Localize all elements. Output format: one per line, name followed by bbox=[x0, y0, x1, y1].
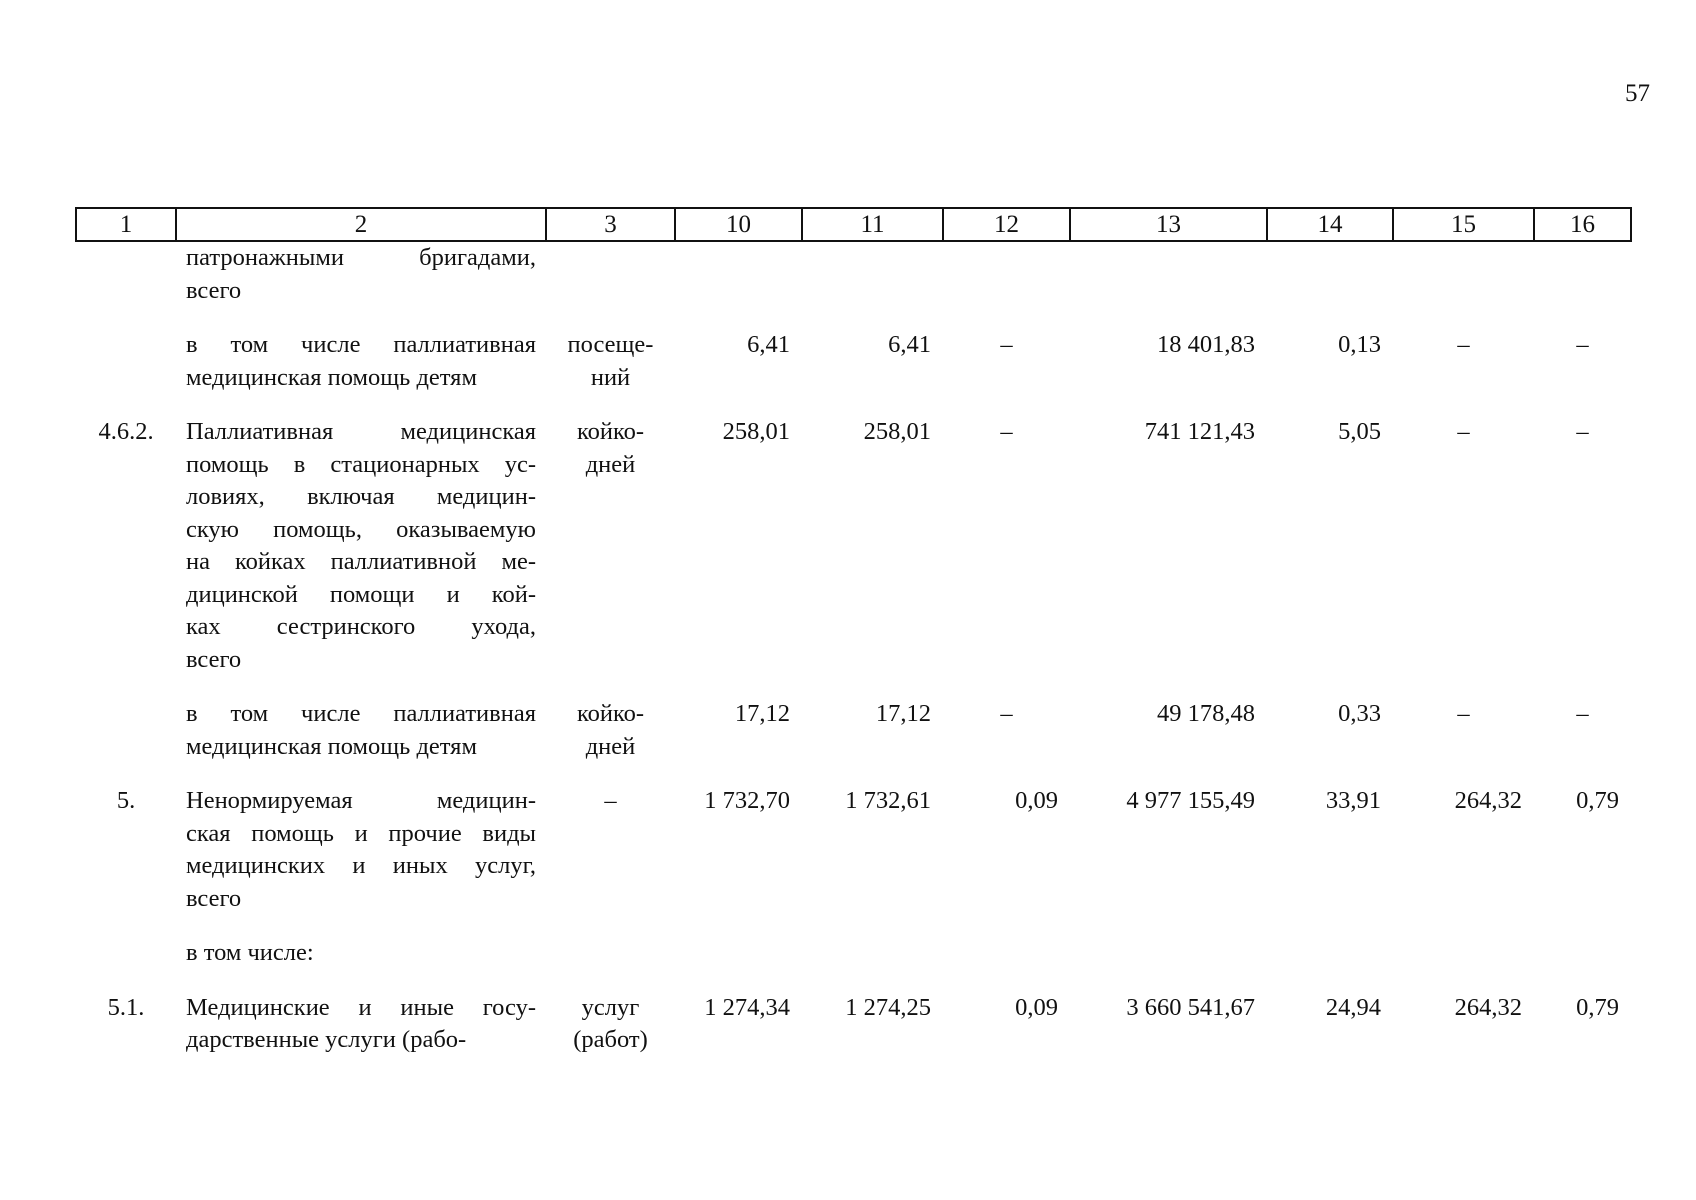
value-col-12: 0,09 bbox=[1015, 787, 1058, 814]
row-name-line: Паллиативная медицинская bbox=[186, 418, 536, 445]
row-number bbox=[76, 329, 176, 416]
row-name-line: медицинская помощь детям bbox=[186, 732, 477, 760]
value-col-13 bbox=[1070, 241, 1267, 329]
table-row bbox=[76, 241, 1631, 329]
value-col-15: – bbox=[1457, 700, 1470, 727]
row-name-line: всего bbox=[186, 645, 242, 673]
value-col-14 bbox=[1267, 937, 1393, 992]
row-unit-line: услуг bbox=[581, 993, 640, 1021]
value-col-13: 49 178,48 bbox=[1157, 700, 1255, 727]
column-header-12: 12 bbox=[943, 208, 1070, 241]
value-col-14: 0,13 bbox=[1338, 331, 1381, 358]
value-col-13 bbox=[1070, 937, 1267, 992]
value-col-16: 0,79 bbox=[1576, 787, 1619, 814]
table-row bbox=[76, 992, 1631, 1079]
row-name-line: дицинской помощи и кой- bbox=[186, 580, 536, 608]
row-number bbox=[76, 698, 176, 785]
value-col-12: – bbox=[1000, 331, 1013, 358]
row-name-line: помощь в стационарных ус- bbox=[186, 450, 536, 478]
value-col-14: 24,94 bbox=[1325, 993, 1381, 1021]
row-unit-line: (работ) bbox=[573, 1026, 648, 1053]
row-unit-line: дней bbox=[585, 732, 636, 760]
value-col-16: – bbox=[1576, 700, 1589, 727]
value-col-16 bbox=[1534, 937, 1631, 992]
financial-table bbox=[75, 207, 1632, 1079]
value-col-10: 1 274,34 bbox=[704, 993, 790, 1021]
value-col-16: – bbox=[1576, 331, 1589, 358]
value-col-15: – bbox=[1457, 331, 1470, 358]
value-col-16: – bbox=[1576, 418, 1589, 445]
row-name-line: скую помощь, оказываемую bbox=[186, 515, 536, 543]
row-unit-line: – bbox=[604, 787, 617, 814]
row-name-line: в том числе паллиативная bbox=[186, 700, 536, 727]
row-number bbox=[76, 937, 176, 992]
row-name-line: ская помощь и прочие виды bbox=[186, 819, 536, 847]
value-col-15 bbox=[1393, 937, 1534, 992]
row-name-line: всего bbox=[186, 276, 242, 304]
row-unit bbox=[546, 329, 675, 416]
value-col-12 bbox=[943, 241, 1070, 329]
value-col-13: 3 660 541,67 bbox=[1126, 993, 1255, 1021]
row-name-line: патронажными бригадами, bbox=[186, 244, 536, 271]
row-number bbox=[76, 241, 176, 329]
row-name bbox=[176, 329, 546, 416]
table-row bbox=[76, 416, 1631, 698]
value-col-14: 0,33 bbox=[1338, 700, 1381, 727]
value-col-16: 0,79 bbox=[1576, 993, 1619, 1021]
table-row bbox=[76, 329, 1631, 416]
row-name bbox=[176, 241, 546, 329]
value-col-11 bbox=[802, 241, 943, 329]
table-row bbox=[76, 937, 1631, 992]
value-col-11: 258,01 bbox=[863, 418, 931, 445]
row-unit bbox=[546, 992, 675, 1079]
row-number: 5. bbox=[116, 787, 136, 814]
value-col-12: – bbox=[1000, 418, 1013, 445]
row-unit bbox=[546, 416, 675, 698]
table-row bbox=[76, 785, 1631, 937]
row-name-line: Медицинские и иные госу- bbox=[186, 993, 536, 1021]
row-name-line: Ненормируемая медицин- bbox=[186, 787, 536, 814]
column-header-3: 3 bbox=[546, 208, 675, 241]
row-name-line: дарственные услуги (рабо- bbox=[186, 1026, 467, 1053]
value-col-11 bbox=[802, 937, 943, 992]
column-header-15: 15 bbox=[1393, 208, 1534, 241]
value-col-15: 264,32 bbox=[1454, 993, 1522, 1021]
row-name bbox=[176, 698, 546, 785]
value-col-15: 264,32 bbox=[1454, 787, 1522, 814]
row-unit bbox=[546, 698, 675, 785]
row-name-line: в том числе: bbox=[186, 939, 314, 966]
value-col-13: 4 977 155,49 bbox=[1126, 787, 1255, 814]
value-col-10: 6,41 bbox=[747, 331, 790, 358]
value-col-14: 5,05 bbox=[1338, 418, 1381, 445]
row-number: 5.1. bbox=[107, 993, 145, 1021]
row-name-line: медицинская помощь детям bbox=[186, 363, 477, 391]
column-header-2: 2 bbox=[176, 208, 546, 241]
column-header-16: 16 bbox=[1534, 208, 1631, 241]
row-name bbox=[176, 785, 546, 937]
value-col-11: 1 732,61 bbox=[845, 787, 931, 814]
row-name-line: в том числе паллиативная bbox=[186, 331, 536, 358]
row-name-line: ловиях, включая медицин- bbox=[186, 483, 536, 510]
column-header-13: 13 bbox=[1070, 208, 1267, 241]
row-unit bbox=[546, 241, 675, 329]
value-col-14: 33,91 bbox=[1325, 787, 1381, 814]
row-unit bbox=[546, 785, 675, 937]
value-col-16 bbox=[1534, 241, 1631, 329]
row-name bbox=[176, 416, 546, 698]
value-col-12: – bbox=[1000, 700, 1013, 727]
value-col-11: 1 274,25 bbox=[845, 993, 931, 1021]
table-header bbox=[76, 208, 1631, 241]
value-col-15 bbox=[1393, 241, 1534, 329]
column-header-14: 14 bbox=[1267, 208, 1393, 241]
value-col-12 bbox=[943, 937, 1070, 992]
row-name-line: медицинских и иных услуг, bbox=[186, 852, 536, 879]
value-col-10 bbox=[675, 241, 802, 329]
value-col-15: – bbox=[1457, 418, 1470, 445]
row-name bbox=[176, 992, 546, 1079]
header-row bbox=[76, 208, 1631, 241]
row-unit-line: посеще- bbox=[567, 331, 654, 358]
value-col-10: 17,12 bbox=[734, 700, 790, 727]
page-number: 57 bbox=[1625, 80, 1650, 107]
value-col-11: 17,12 bbox=[875, 700, 931, 727]
value-col-14 bbox=[1267, 241, 1393, 329]
value-col-10 bbox=[675, 937, 802, 992]
row-unit-line: ний bbox=[590, 363, 631, 391]
value-col-12: 0,09 bbox=[1015, 993, 1058, 1021]
row-name-line: ках сестринского ухода, bbox=[186, 613, 536, 640]
row-name-line: всего bbox=[186, 884, 242, 912]
value-col-13: 741 121,43 bbox=[1144, 418, 1255, 445]
row-number: 4.6.2. bbox=[98, 418, 154, 445]
row-unit-line: койко- bbox=[576, 700, 645, 727]
row-unit-line: дней bbox=[585, 450, 636, 478]
value-col-10: 1 732,70 bbox=[704, 787, 790, 814]
column-header-11: 11 bbox=[802, 208, 943, 241]
value-col-13: 18 401,83 bbox=[1157, 331, 1255, 358]
row-unit bbox=[546, 937, 675, 992]
column-header-1: 1 bbox=[76, 208, 176, 241]
column-header-10: 10 bbox=[675, 208, 802, 241]
row-name bbox=[176, 937, 546, 992]
value-col-11: 6,41 bbox=[888, 331, 931, 358]
table-row bbox=[76, 698, 1631, 785]
row-name-line: на койках паллиативной ме- bbox=[186, 548, 536, 575]
value-col-10: 258,01 bbox=[722, 418, 790, 445]
table-body bbox=[76, 241, 1631, 1079]
row-unit-line: койко- bbox=[576, 418, 645, 445]
